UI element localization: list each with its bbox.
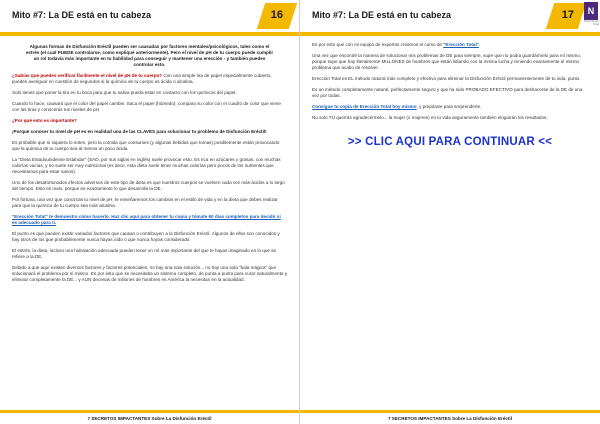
page-17 bbox=[300, 0, 600, 424]
page-title: Mito #7: La DE está en tu cabeza bbox=[312, 10, 452, 20]
paragraph: La "Dieta Estadounidense Estándar" (SAD, por sus siglas en inglés) suele provocar esto. Es rica en azúcares y grasas, con muchas calorías vacías, y no suele ser muy nutricional (es decir, esta dieta suele tener muchas calorías pero pocos de los nutrientes que necesitamos para estar sanos). bbox=[12, 157, 281, 174]
brand-logo-caption: Nacimiento Total bbox=[583, 19, 599, 26]
paragraph: Por fortuna, una vez que conozcas tu nivel de pH, te enseñaremos los cambios en el estilo de vida y en la dieta que debes realizar para que la química de tu cuerpo sea más alcalina. bbox=[12, 197, 278, 208]
paragraph-text: , y prepárate para sorprenderte. bbox=[416, 104, 482, 109]
paragraph: Es probable que ni siquiera lo notes, pero la comida que consumes (y algunas bebidas que tomas) posiblemente están provocando que la química de tu cuerpo sea al menos un poco ácida. bbox=[12, 140, 280, 151]
paragraph-text: Con una simple tira de papel especialmente cubierto, puedes averiguar en cuestión de segundos si la química de tu cuerpo es ácida o alcalina. bbox=[12, 73, 272, 84]
paragraph bbox=[12, 73, 287, 85]
page-body bbox=[300, 36, 600, 148]
get-copy-link[interactable]: Consigue tu copia de Erección Total hoy mismo bbox=[312, 104, 417, 109]
paragraph-text: . bbox=[478, 42, 481, 47]
page-number: 16 bbox=[270, 9, 283, 21]
highlight-question: ¿Por qué esto es importante? bbox=[12, 118, 77, 123]
paragraph bbox=[312, 42, 588, 48]
paragraph: Debido a que aquí existen diversos factores y factores potenciales, no hay una sola solución... no hay una sola "bala mágica" que solucionará el problema por sí mismo. Es por esto que se necesitaba un sistema completo, de punta a punta para curar naturalmente y eliminar completamente la DE... y AÚN decenas de millones de hombres en América la necesitan en la actualidad. bbox=[12, 265, 288, 282]
page-footer: 7 SECRETOS IMPACTANTES Sobre La Disfunción Eréctil bbox=[0, 410, 299, 424]
paragraph: El punto es que pueden existir variados factores que causan o contribuyen a la Disfunción Eréctil. Algunos de ellos son conocidos y hay otros de los que probablemente nunca hayas oído o que nunca hayas considerado. bbox=[12, 231, 280, 242]
paragraph-text: Es por esto que con mi equipo de expertos creamos el curso de bbox=[312, 42, 444, 47]
page-body bbox=[0, 36, 299, 283]
product-link[interactable]: "Erección Total" bbox=[443, 42, 479, 47]
brand-logo: N bbox=[584, 2, 598, 20]
key-statement: ¡Porque conocer tu nivel de pH es en realidad una de las CLAVES para solucionar tu problema de Disfunción Eréctil! bbox=[12, 129, 267, 134]
page-footer: 7 SECRETOS IMPACTANTES Sobre La Disfunción Eréctil bbox=[300, 410, 600, 424]
paragraph: Es un método completamente natural, perfectamente seguro y que ha sido PROBADO EFECTIVO para deshacerse de la DE de una vez por todas. bbox=[312, 87, 583, 98]
offer-link[interactable]: "Erección Total" te demuestra cómo hacerlo. Haz clic aquí para obtener tu copia y tómate 60 días completos para decidir si es adecuado para ti. bbox=[12, 214, 281, 225]
paragraph bbox=[312, 104, 588, 110]
page-header bbox=[300, 0, 600, 36]
paragraph: Uno de los desafortunados efectos adversos de este tipo de dieta es que nuestros cuerpos se vuelven cada vez más ácidos a lo largo del tiempo. Esto es malo, porque es exactamente lo que desarrolla la DE. bbox=[12, 180, 285, 191]
paragraph: El estrés, la dieta, incluso una hidratación adecuada pueden tener un rol más importante del que te hayas imaginado en lo que se refiere a la DE. bbox=[12, 248, 277, 259]
paragraph: Cuando lo hace, causará que el color del papel cambie. Saca el papel (húmedo), compara su color con el cuadro de color que viene con las tiras y conocerás tus niveles de pH. bbox=[12, 101, 281, 112]
intro-paragraph: Algunas formas de Disfunción Eréctil pueden ser causadas por factores mentales/psicológicos, tales como el estrés (el cual PUEDE controlarse, como expliqué anteriormente). Pero el nivel de pH de tu cuerpo puede cumplir un rol todavía más importante en tu habilidad para conseguir y mantener una erección - y también puedes controlar esto. bbox=[25, 44, 274, 67]
paragraph: Solo tienes que poner la tira en tu boca para que tu saliva pueda estar en contacto con los químicos del papel. bbox=[12, 90, 237, 95]
paragraph: Erección Total es EL método natural más completo y efectivo para eliminar la Disfunción Eréctil permanentemente de tu vida, punto. bbox=[312, 76, 581, 81]
paragraph: No solo TÚ querrás agradecérmelo... la mujer (o mujeres) en tu vida seguramente también elogiarán los resultados. bbox=[312, 115, 548, 120]
page-header bbox=[0, 0, 299, 36]
continue-cta-button[interactable]: >> CLIC AQUI PARA CONTINUAR << bbox=[347, 136, 553, 148]
page-title: Mito #7: La DE está en tu cabeza bbox=[12, 10, 152, 20]
paragraph: Una vez que encontré la manera de solucionar mis problemas de DE para siempre, supe que no podía guardármelo para mí mismo, porque supe que hay literalmente MILLONES de hombres que están lidiando con la misma lucha y teniendo exactamente el mismo problema que acabo de resolver. bbox=[312, 53, 582, 70]
highlight-question: ¿Sabías que puedes verificar fácilmente el nivel de pH de tu cuerpo? bbox=[12, 73, 163, 78]
page-number: 17 bbox=[561, 9, 574, 21]
